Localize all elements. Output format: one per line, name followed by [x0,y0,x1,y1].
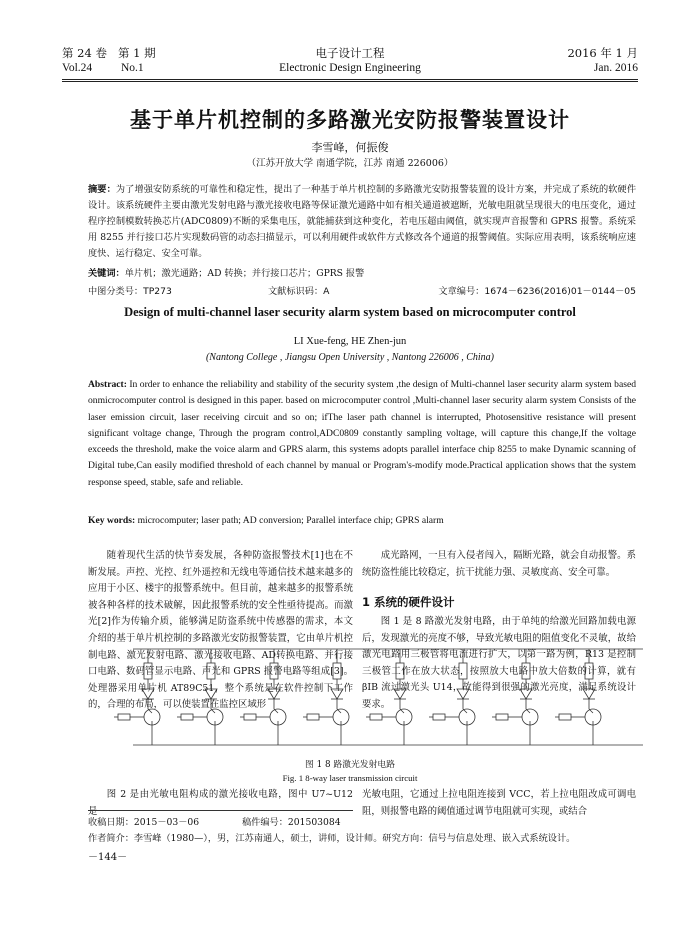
resistor [396,663,404,679]
article-number: 文章编号：1674－6236(2016)01－0144－05 [438,286,636,297]
base-resistor [496,714,508,720]
abstract-en-label: Abstract: [88,379,127,390]
figure-1-caption-cn: 图 1 8 路激光发射电路 [305,760,395,770]
title-en: Design of multi-channel laser security alarm system based on microcomputer control [124,305,576,319]
resistor [270,663,278,679]
header-rule [62,79,638,80]
date-cn: 2016 年 1 月 [567,46,638,60]
keywords-en-label: Key words: [88,515,136,526]
keywords-en-text: microcomputer; laser path; AD conversion; Parallel interface chip; GPRS alarm [137,515,444,526]
laser-diode [394,689,406,699]
laser-diode [331,689,343,699]
body-right-paragraph-3: 光敏电阻，它通过上拉电阻连接到 VCC，若上拉电阻改成可调电阻，则报警电路的阈值通过调节电阻就可实现，或结合 [362,789,636,817]
resistor [333,663,341,679]
keywords-cn [88,266,636,282]
footnote-author-bio: 作者简介：李雪峰（1980—），男，江苏南通人，硕士，讲师，设计师。研究方向：信号与信息处理、嵌入式系统设计。 [88,833,576,844]
authors-en: LI Xue-feng, HE Zhen-jun [293,336,407,347]
laser-diode [520,689,532,699]
abstract-cn [88,182,636,266]
issue-en: No.1 [121,62,144,74]
resistor [207,663,215,679]
page-number: －144－ [88,852,128,863]
laser-diode [142,689,154,699]
laser-diode [268,689,280,699]
abstract-en-text: In order to enhance the reliability and stability of the security system ,the design of Multi-channel laser security alarm system based onmicrocomputer control is designed in this paper. based on microcomputer control ,Multi-channel laser security alarm system Consists of the laser emission circuit, laser receiving circuit and so on; ifThe laser path channel is interrupted, Photosensitive resistance will present significant voltage change, Through the program control,ADC0809 constantly sampling voltage, will capture this change,If the voltage exceeds the threshold, make the voice alarm and GPRS alarm, this systems adopts parallel interface chip 8255 to make Dynamic scanning of Digital tube,Can easily modified threshold of each channel by manual or Program's-modify mode.Practical application shows that the system response speed, stable, safe and reliable. [88,379,636,488]
resistor [144,663,152,679]
affiliation-en: (Nantong College , Jiangsu Open University , Nantong 226006 , China) [205,352,495,363]
figure-1-caption-en: Fig. 1 8-way laser transmission circuit [282,773,418,783]
keywords-cn-text: 单片机；激光通路；AD 转换；并行接口芯片；GPRS 报警 [124,268,365,279]
body-right-paragraph-2: 图 1 是 8 路激光发射电路，由于单纯的给激光回路加载电源后，发现激光的亮度不够，导致光敏电阻的阻值变化不灵敏，故给激光电路用三极管将电流进行扩大，以第一路为例，R13 是控制三极管工作在放大状态，按照放大电路中放大倍数的计算，就有 βIB 流过激光头 U14，故能得到很强的激光亮度，满足系统设计要求。 [362,616,636,710]
laser-diode [205,689,217,699]
volume-en: Vol.24 [62,62,93,74]
body-left-paragraph-1: 随着现代生活的快节奏发展，各种防盗报警技术[1]也在不断发展。声控、光控、红外遥控和无线电等通信技术越来越多的应用于小区、楼宇的报警系统中。但目前，越来越多的报警系统被各种各样的技术破解，因此报警系统的安全性亟待提高。而激光[2]作为传输介质，能够满足防盗系统中传感器的需求，本文介绍的基于单片机控制的多路激光安防报警装置，它由单片机控制电路、激光发射电路、激光接收电路、AD转换电路、并行接口电路、数码管显示电路、声光和 GPRS 报警电路等组成[3]。处理器采用单片机 AT89C51，整个系统是在软件控制下工作的，合理的布局，可以使装置在监控区域形 [88,550,353,711]
keywords-cn-label: 关键词： [88,268,125,279]
issue-cn: 第 1 期 [118,46,156,60]
doc-code: 文献标识码：A [268,286,330,297]
journal-cn: 电子设计工程 [315,46,385,60]
footnote-rule [88,810,353,811]
footnote-received: 收稿日期：2015－03－06 [88,817,200,828]
base-resistor [370,714,382,720]
base-resistor [307,714,319,720]
base-resistor [433,714,445,720]
footnote-manuscript: 稿件编号：201503084 [242,817,341,828]
section-heading-1: 1 系统的硬件设计 [362,595,455,609]
laser-diode [457,689,469,699]
journal-en: Electronic Design Engineering [279,62,421,74]
base-resistor [181,714,193,720]
authors-cn: 李雪峰，何振俊 [311,141,389,154]
header-rule-2 [62,81,638,82]
affiliation-cn: （江苏开放大学 南通学院，江苏 南通 226006） [246,158,454,169]
resistor [585,663,593,679]
clc-number: 中图分类号：TP273 [88,286,172,297]
figure-1-circuit [128,637,648,757]
body-right-paragraph-1: 成光路网，一旦有入侵者闯入，隔断光路，就会自动报警。系统防盗性能比较稳定，抗干扰能力强、灵敏度高、安全可靠。 [362,550,636,578]
resistor [459,663,467,679]
laser-diode [583,689,595,699]
base-resistor [559,714,571,720]
base-resistor [118,714,130,720]
date-en: Jan. 2016 [593,62,638,74]
page-title: 基于单片机控制的多路激光安防报警装置设计 [130,108,570,132]
keywords-en [88,513,636,529]
base-resistor [244,714,256,720]
resistor [522,663,530,679]
abstract-cn-text: 为了增强安防系统的可靠性和稳定性，提出了一种基于单片机控制的多路激光安防报警装置的设计方案，并完成了系统的软硬件设计。该系统硬件主要由激光发射电路与激光接收电路等保证激光通路中如有相关通道被遮断，光敏电阻就呈现很大的电压变化，通过程序控制模数转换芯片(ADC0809)不断的采集电压，就能捕获到这种变化，若电压超由阈值，就实现声音报警和 GPRS 报警。系统采用 8255 并行接口芯片实现数码管的动态扫描显示，可以利用硬件或软件方式修改各个通道的报警阈值。实际应用表明，该系统响应速度快、运行稳定、安全可靠。 [88,184,637,259]
circuit-stages [114,649,601,745]
volume-cn: 第 24 卷 [62,46,107,60]
body-left-paragraph-2: 图 2 是由光敏电阻构成的激光接收电路，图中 U7~U12 是 [88,789,353,817]
abstract-cn-label: 摘要： [88,184,116,195]
abstract-en [88,377,636,509]
